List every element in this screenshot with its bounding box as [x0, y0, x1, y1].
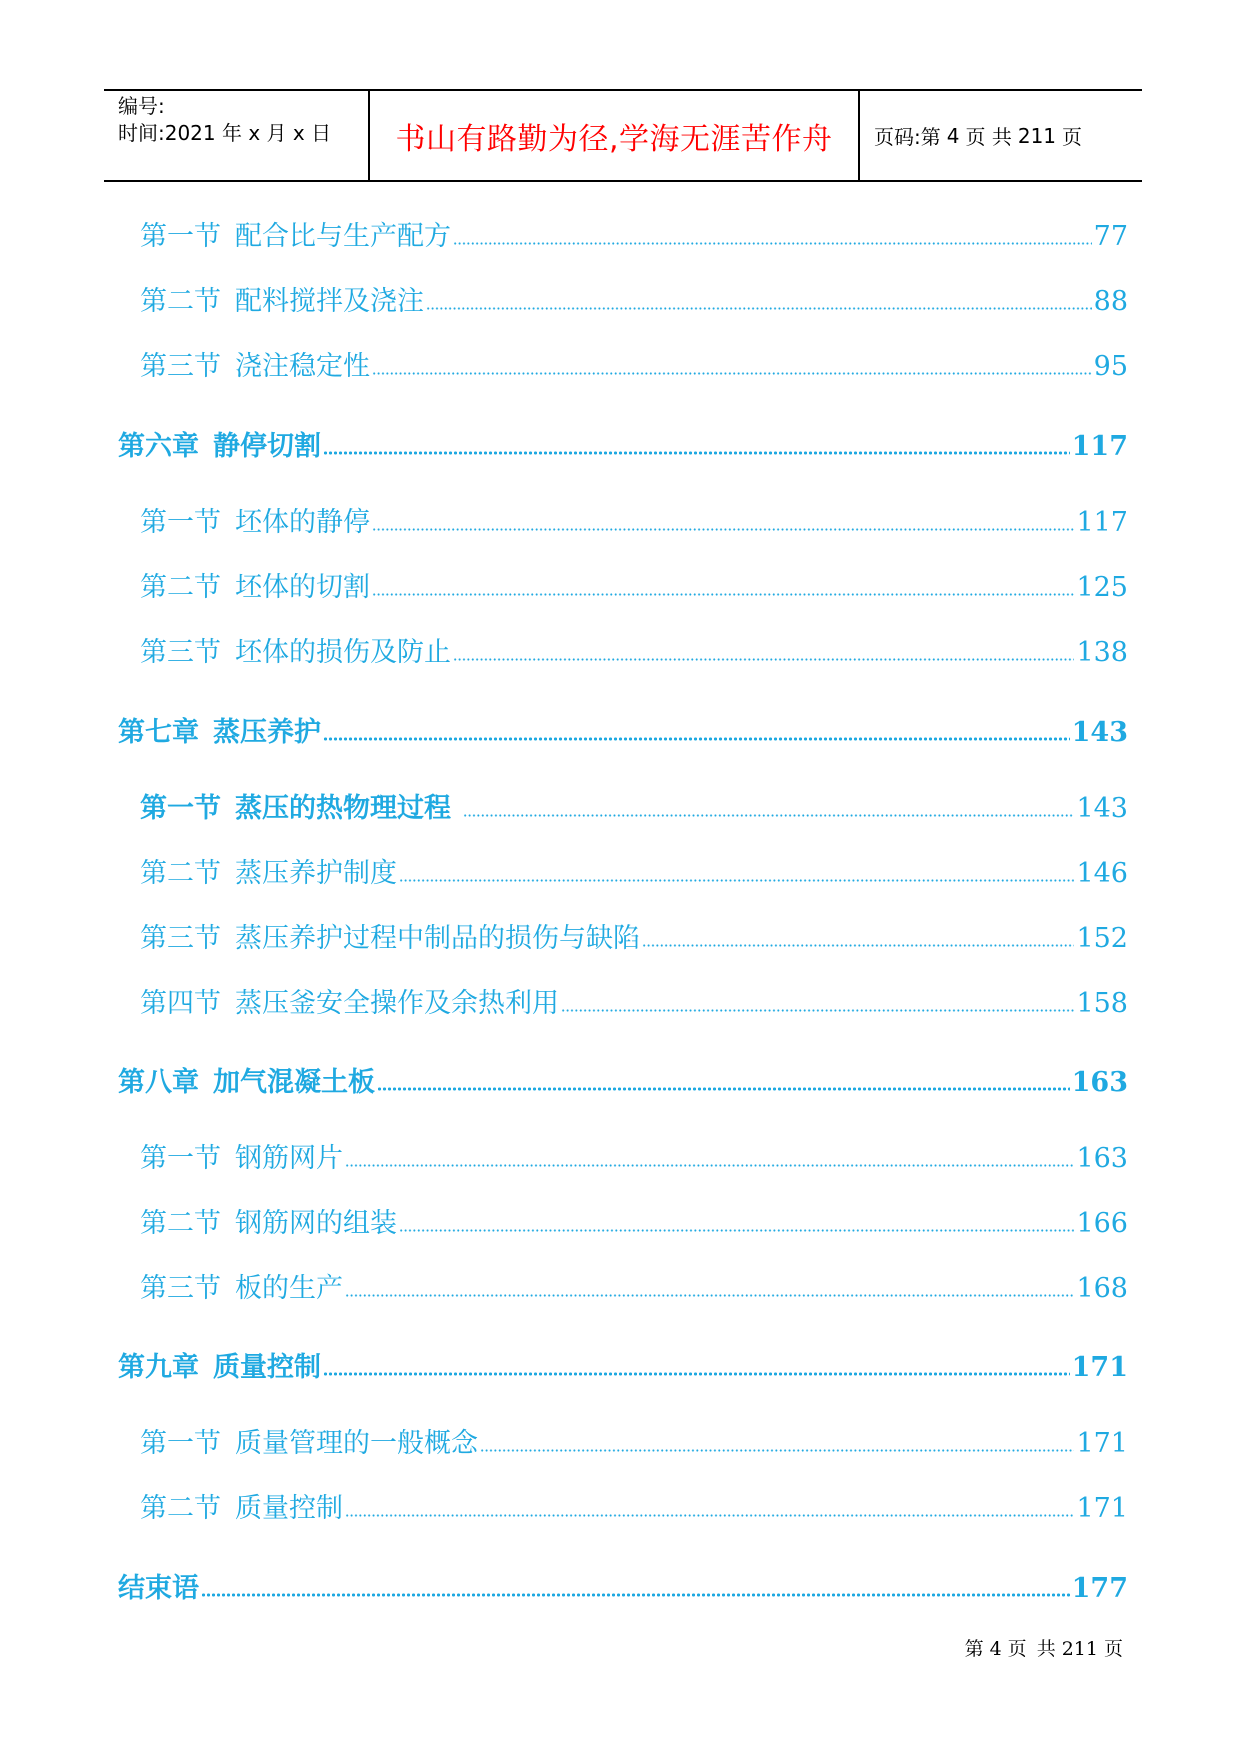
toc-leader-dots	[642, 944, 1074, 947]
toc-page-number: 143	[1076, 793, 1128, 824]
toc-page-number: 171	[1076, 1493, 1128, 1524]
toc-entry-number: 第二节	[140, 1208, 221, 1239]
toc-page-number: 158	[1076, 988, 1128, 1019]
header-page-total: 211	[1017, 123, 1057, 148]
toc-section-entry[interactable]	[118, 981, 1128, 1020]
toc-entry-title: 配合比与生产配方	[235, 221, 451, 252]
toc-entry-label	[140, 1486, 343, 1525]
toc-entry-title: 质量管理的一般概念	[235, 1428, 478, 1459]
toc-entry-label	[140, 1266, 343, 1305]
toc-entry-label	[140, 214, 451, 253]
toc-page-number: 95	[1093, 351, 1128, 382]
toc-entry-label	[118, 1345, 321, 1384]
toc-leader-dots	[323, 737, 1070, 741]
toc-leader-dots	[345, 1514, 1074, 1517]
toc-leader-dots	[463, 814, 1074, 817]
toc-entry-number: 第二节	[140, 286, 221, 317]
header-page-info	[860, 91, 1142, 180]
toc-page-number: 125	[1076, 572, 1128, 603]
toc-entry-title: 蒸压釜安全操作及余热利用	[235, 988, 559, 1019]
header-motto-cell	[368, 91, 860, 180]
toc-section-entry[interactable]	[118, 786, 1128, 825]
toc-entry-title: 坯体的损伤及防止	[235, 637, 451, 668]
header-motto: 书山有路勤为径,学海无涯苦作舟	[395, 121, 833, 157]
toc-entry-label	[140, 344, 370, 383]
toc-entry-number: 结束语	[118, 1573, 199, 1604]
toc-entry-title: 静停切割	[213, 431, 321, 462]
toc-entry-title: 钢筋网的组装	[235, 1208, 397, 1239]
toc-page-number: 166	[1076, 1208, 1128, 1239]
header-page-suffix: 页	[1062, 125, 1083, 149]
toc-entry-title: 蒸压养护	[213, 717, 321, 748]
toc-entry-number: 第四节	[140, 988, 221, 1019]
toc-entry-label	[140, 565, 370, 604]
toc-entry-label	[140, 279, 424, 318]
page-header	[104, 89, 1142, 182]
footer-current: 4	[989, 1638, 1002, 1660]
toc-entry-title: 坯体的静停	[235, 507, 370, 538]
toc-entry-number: 第二节	[140, 572, 221, 603]
header-meta	[104, 91, 368, 180]
toc-entry-title: 蒸压养护制度	[235, 858, 397, 889]
toc-entry-label	[140, 1136, 343, 1175]
toc-leader-dots	[399, 1229, 1074, 1232]
toc-entry-label	[140, 981, 559, 1020]
document-time-label: 时间:2021 年 x 月 x 日	[118, 121, 332, 145]
toc-page-number: 146	[1076, 858, 1128, 889]
toc-entry-title: 加气混凝土板	[213, 1067, 375, 1098]
toc-page-number: 163	[1076, 1143, 1128, 1174]
toc-leader-dots	[377, 1087, 1070, 1091]
toc-entry-number: 第一节	[140, 1428, 221, 1459]
toc-section-entry[interactable]	[118, 916, 1128, 955]
toc-leader-dots	[399, 879, 1074, 882]
header-page-current: 4	[946, 123, 960, 148]
toc-leader-dots	[345, 1164, 1074, 1167]
toc-entry-title: 质量控制	[235, 1493, 343, 1524]
toc-entry-label	[140, 916, 640, 955]
toc-entry-number: 第二节	[140, 1493, 221, 1524]
toc-page-number: 171	[1076, 1428, 1128, 1459]
toc-entry-number: 第八章	[118, 1067, 199, 1098]
toc-entry-title: 配料搅拌及浇注	[235, 286, 424, 317]
footer-mid: 页 共	[1007, 1638, 1056, 1660]
toc-entry-label	[140, 630, 451, 669]
header-page-mid: 页 共	[965, 125, 1012, 149]
toc-entry-number: 第二节	[140, 858, 221, 889]
toc-leader-dots	[372, 528, 1074, 531]
toc-section-entry[interactable]	[118, 1201, 1128, 1240]
toc-page-number: 117	[1076, 507, 1128, 538]
document-number-label: 编号:	[118, 94, 165, 118]
toc-section-entry[interactable]	[118, 344, 1128, 383]
toc-entry-title: 坯体的切割	[235, 572, 370, 603]
toc-entry-title: 钢筋网片	[235, 1143, 343, 1174]
toc-section-entry[interactable]	[118, 500, 1128, 539]
toc-section-entry[interactable]	[118, 1136, 1128, 1175]
toc-entry-title: 质量控制	[213, 1352, 321, 1383]
toc-page-number: 177	[1071, 1573, 1128, 1604]
toc-entry-label	[140, 1201, 397, 1240]
toc-entry-label	[140, 851, 397, 890]
toc-leader-dots	[453, 242, 1092, 245]
toc-entry-number: 第一节	[140, 221, 221, 252]
toc-entry-title: 板的生产	[235, 1273, 343, 1304]
toc-page-number: 88	[1093, 286, 1128, 317]
toc-entry-number: 第三节	[140, 1273, 221, 1304]
footer-suffix: 页	[1103, 1638, 1123, 1660]
header-page-prefix: 页码:第	[874, 125, 941, 149]
toc-page-number: 171	[1071, 1352, 1128, 1383]
footer-total: 211	[1061, 1638, 1098, 1660]
toc-section-entry[interactable]	[118, 565, 1128, 604]
toc-leader-dots	[201, 1593, 1070, 1597]
toc-leader-dots	[561, 1009, 1074, 1012]
page-footer	[962, 1634, 1126, 1661]
toc-entry-number: 第三节	[140, 637, 221, 668]
toc-page-number: 77	[1093, 221, 1128, 252]
toc-section-entry[interactable]	[118, 1266, 1128, 1305]
toc-page-number: 138	[1076, 637, 1128, 668]
toc-entry-number: 第六章	[118, 431, 199, 462]
toc-page-number: 152	[1076, 923, 1128, 954]
toc-page-number: 163	[1071, 1067, 1128, 1098]
toc-section-entry[interactable]	[118, 851, 1128, 890]
toc-chapter-entry[interactable]	[118, 710, 1128, 749]
toc-leader-dots	[480, 1449, 1074, 1452]
toc-leader-dots	[426, 307, 1092, 310]
toc-leader-dots	[453, 658, 1074, 661]
toc-page-number: 168	[1076, 1273, 1128, 1304]
toc-chapter-entry[interactable]	[118, 424, 1128, 463]
toc-section-entry[interactable]	[118, 1421, 1128, 1460]
toc-entry-number: 第九章	[118, 1352, 199, 1383]
toc-section-entry[interactable]	[118, 279, 1128, 318]
toc-entry-label	[140, 500, 370, 539]
toc-entry-title: 浇注稳定性	[235, 351, 370, 382]
toc-entry-number: 第三节	[140, 923, 221, 954]
footer-prefix: 第	[964, 1638, 984, 1660]
toc-entry-number: 第七章	[118, 717, 199, 748]
toc-section-entry[interactable]	[118, 1486, 1128, 1525]
toc-page-number: 117	[1071, 431, 1128, 462]
toc-leader-dots	[372, 372, 1092, 375]
toc-leader-dots	[323, 451, 1070, 455]
toc-chapter-entry[interactable]	[118, 1566, 1128, 1605]
toc-entry-label	[140, 1421, 478, 1460]
toc-entry-title: 蒸压的热物理过程	[235, 793, 451, 824]
toc-entry-label	[118, 710, 321, 749]
toc-chapter-entry[interactable]	[118, 1060, 1128, 1099]
toc-entry-title: 蒸压养护过程中制品的损伤与缺陷	[235, 923, 640, 954]
toc-entry-number: 第一节	[140, 1143, 221, 1174]
toc-page-number: 143	[1071, 717, 1128, 748]
toc-entry-label	[118, 424, 321, 463]
toc-entry-label	[118, 1566, 199, 1605]
toc-section-entry[interactable]	[118, 630, 1128, 669]
toc-section-entry[interactable]	[118, 214, 1128, 253]
toc-entry-label	[140, 786, 451, 825]
toc-chapter-entry[interactable]	[118, 1345, 1128, 1384]
toc-leader-dots	[345, 1294, 1074, 1297]
toc-entry-number: 第一节	[140, 793, 221, 824]
toc-leader-dots	[372, 593, 1074, 596]
toc-leader-dots	[323, 1372, 1070, 1376]
toc-entry-number: 第一节	[140, 507, 221, 538]
toc-entry-label	[118, 1060, 375, 1099]
toc-entry-number: 第三节	[140, 351, 221, 382]
